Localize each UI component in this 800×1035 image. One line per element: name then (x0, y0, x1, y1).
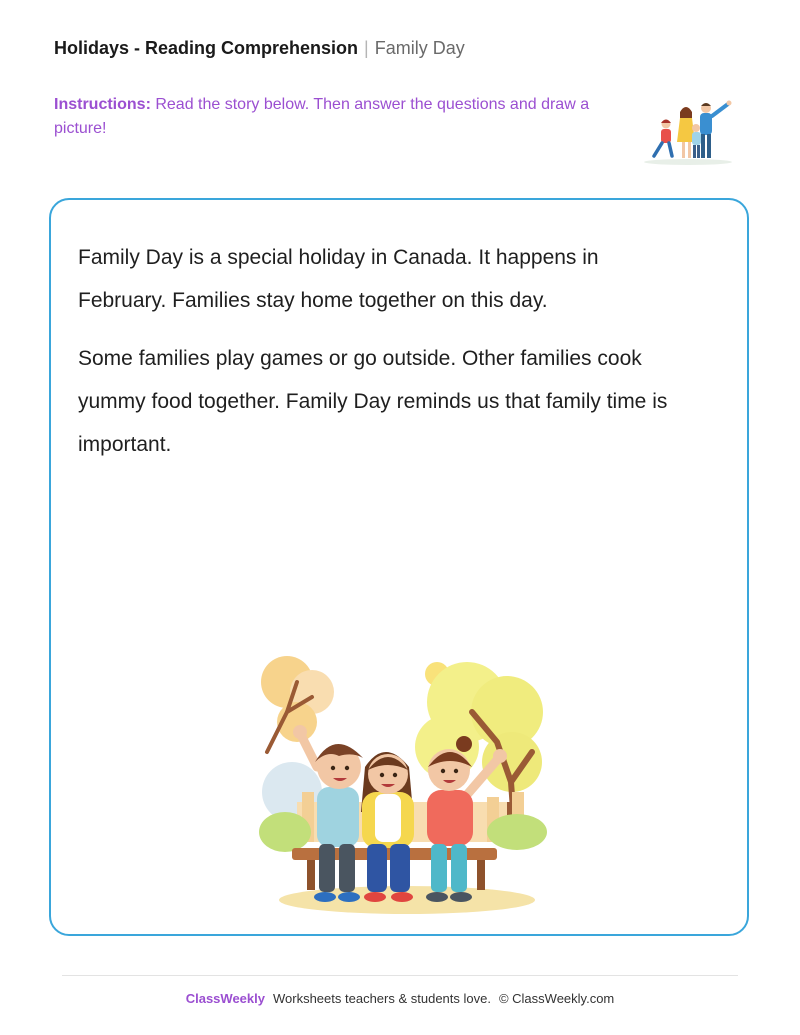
instructions (54, 93, 614, 141)
story-box (49, 198, 749, 936)
footer-copyright: © ClassWeekly.com (498, 991, 615, 1006)
story-text (78, 236, 678, 481)
worksheet-subtitle: Family Day (374, 38, 465, 58)
worksheet-header (54, 36, 465, 60)
footer (0, 990, 800, 1008)
story-paragraph: Family Day is a special holiday in Canada. It happens in February. Families stay home together on this day. (78, 246, 599, 312)
family-on-park-bench-illustration (257, 652, 547, 917)
footer-divider (62, 975, 738, 976)
instructions-label: Instructions: (54, 96, 151, 113)
instructions-text: Read the story below. Then answer the questions and draw a picture! (54, 96, 590, 137)
worksheet-title: Holidays - Reading Comprehension (54, 38, 359, 58)
footer-brand: ClassWeekly (185, 991, 265, 1006)
header-separator: | (364, 38, 369, 58)
footer-tagline: Worksheets teachers & students love. (272, 991, 491, 1006)
story-paragraph: Some families play games or go outside. Other families cook yummy food together. Family Day reminds us that family time is important. (78, 347, 668, 456)
family-group-icon (640, 98, 740, 166)
